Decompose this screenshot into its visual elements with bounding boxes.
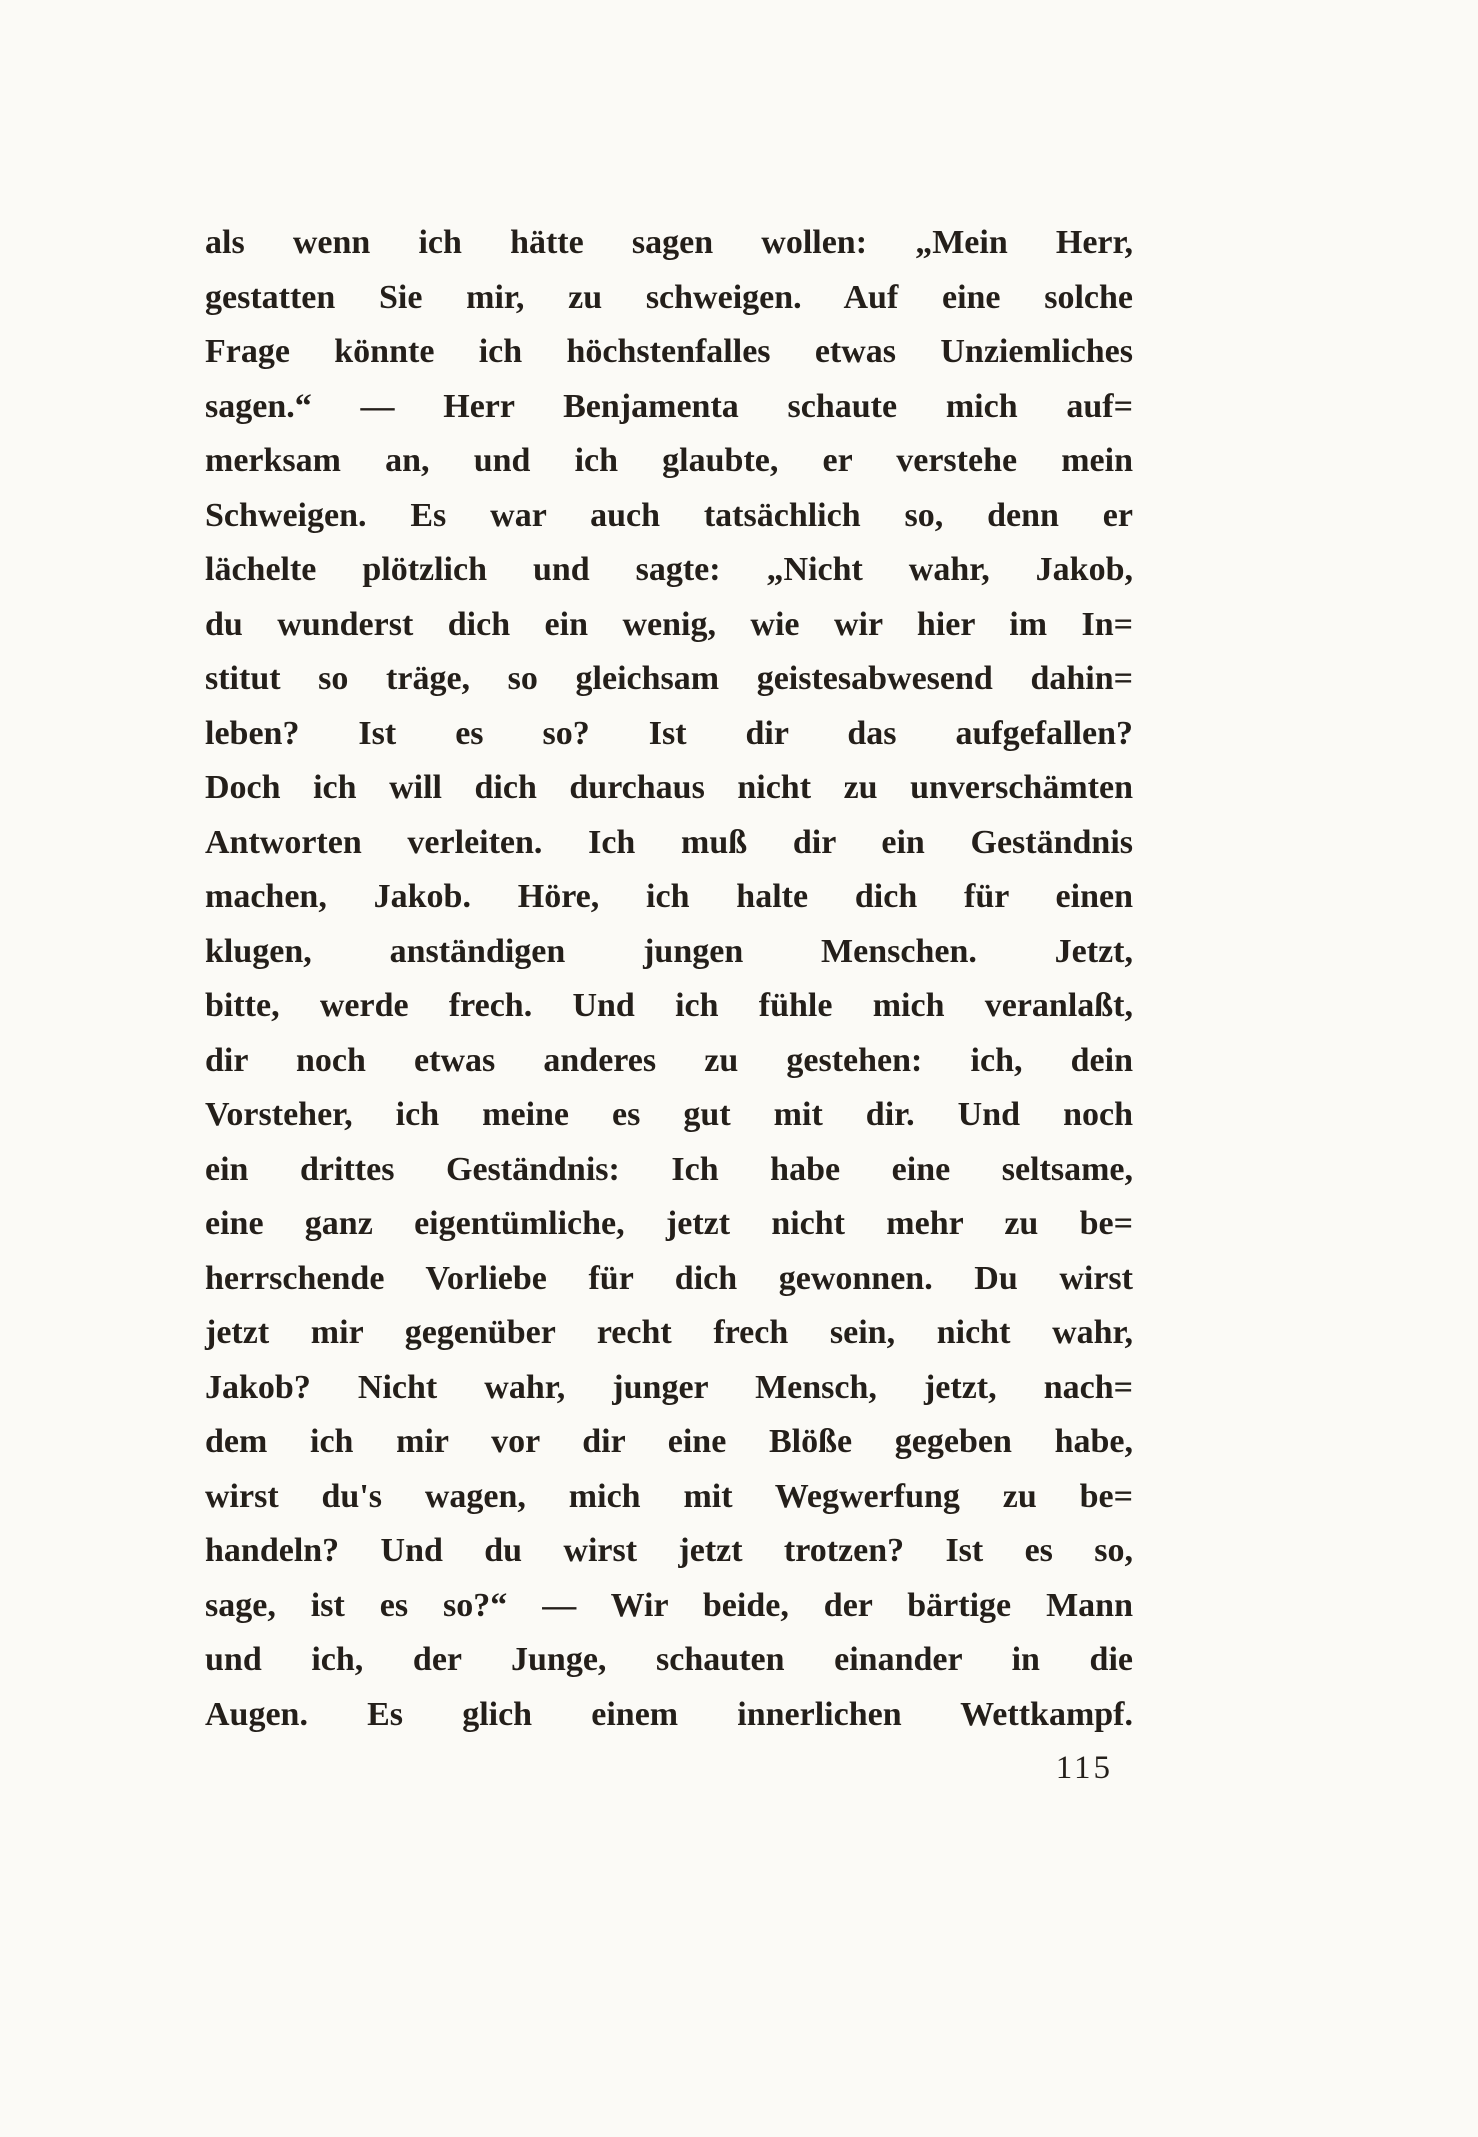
- text-line: klugen, anständigen jungen Menschen. Jetzt,: [205, 932, 1133, 970]
- text-line: stitut so träge, so gleichsam geistesabwesend dahin=: [205, 660, 1133, 697]
- text-line: und ich, der Junge, schauten einander in die: [205, 1641, 1133, 1678]
- text-line: du wunderst dich ein wenig, wie wir hier im In=: [205, 605, 1133, 643]
- text-line: Antworten verleiten. Ich muß dir ein Geständnis: [205, 823, 1133, 861]
- text-line: wirst du's wagen, mich mit Wegwerfung zu be=: [205, 1477, 1133, 1515]
- text-line: jetzt mir gegenüber recht frech sein, nicht wahr,: [205, 1314, 1133, 1351]
- text-line: Doch ich will dich durchaus nicht zu unverschämten: [205, 769, 1133, 806]
- text-line: handeln? Und du wirst jetzt trotzen? Ist es so,: [205, 1532, 1133, 1569]
- text-line: eine ganz eigentümliche, jetzt nicht mehr zu be=: [205, 1205, 1133, 1242]
- text-line: als wenn ich hätte sagen wollen: „Mein Herr,: [205, 224, 1133, 261]
- page-number: 115: [1055, 1750, 1113, 1786]
- text-line: sage, ist es so?“ — Wir beide, der bärtige Mann: [205, 1586, 1133, 1624]
- text-line: Schweigen. Es war auch tatsächlich so, denn er: [205, 496, 1133, 534]
- text-block: [205, 216, 1133, 1742]
- text-line: Frage könnte ich höchstenfalles etwas Unziemliches: [205, 333, 1133, 370]
- text-line: Vorsteher, ich meine es gut mit dir. Und noch: [205, 1096, 1133, 1133]
- text-line: Augen. Es glich einem innerlichen Wettkampf.: [205, 1695, 1133, 1733]
- text-line: ein drittes Geständnis: Ich habe eine seltsame,: [205, 1150, 1133, 1188]
- text-line: dem ich mir vor dir eine Blöße gegeben habe,: [205, 1423, 1133, 1460]
- text-line: machen, Jakob. Höre, ich halte dich für einen: [205, 878, 1133, 915]
- text-line: sagen.“ — Herr Benjamenta schaute mich auf=: [205, 387, 1133, 425]
- text-line: bitte, werde frech. Und ich fühle mich veranlaßt,: [205, 987, 1133, 1024]
- text-line: dir noch etwas anderes zu gestehen: ich, dein: [205, 1041, 1133, 1079]
- text-line: Jakob? Nicht wahr, junger Mensch, jetzt, nach=: [205, 1368, 1133, 1406]
- text-line: merksam an, und ich glaubte, er verstehe mein: [205, 442, 1133, 479]
- text-line: gestatten Sie mir, zu schweigen. Auf eine solche: [205, 278, 1133, 316]
- text-line: herrschende Vorliebe für dich gewonnen. Du wirst: [205, 1259, 1133, 1297]
- text-line: leben? Ist es so? Ist dir das aufgefallen?: [205, 714, 1133, 752]
- text-line: lächelte plötzlich und sagte: „Nicht wahr, Jakob,: [205, 551, 1133, 588]
